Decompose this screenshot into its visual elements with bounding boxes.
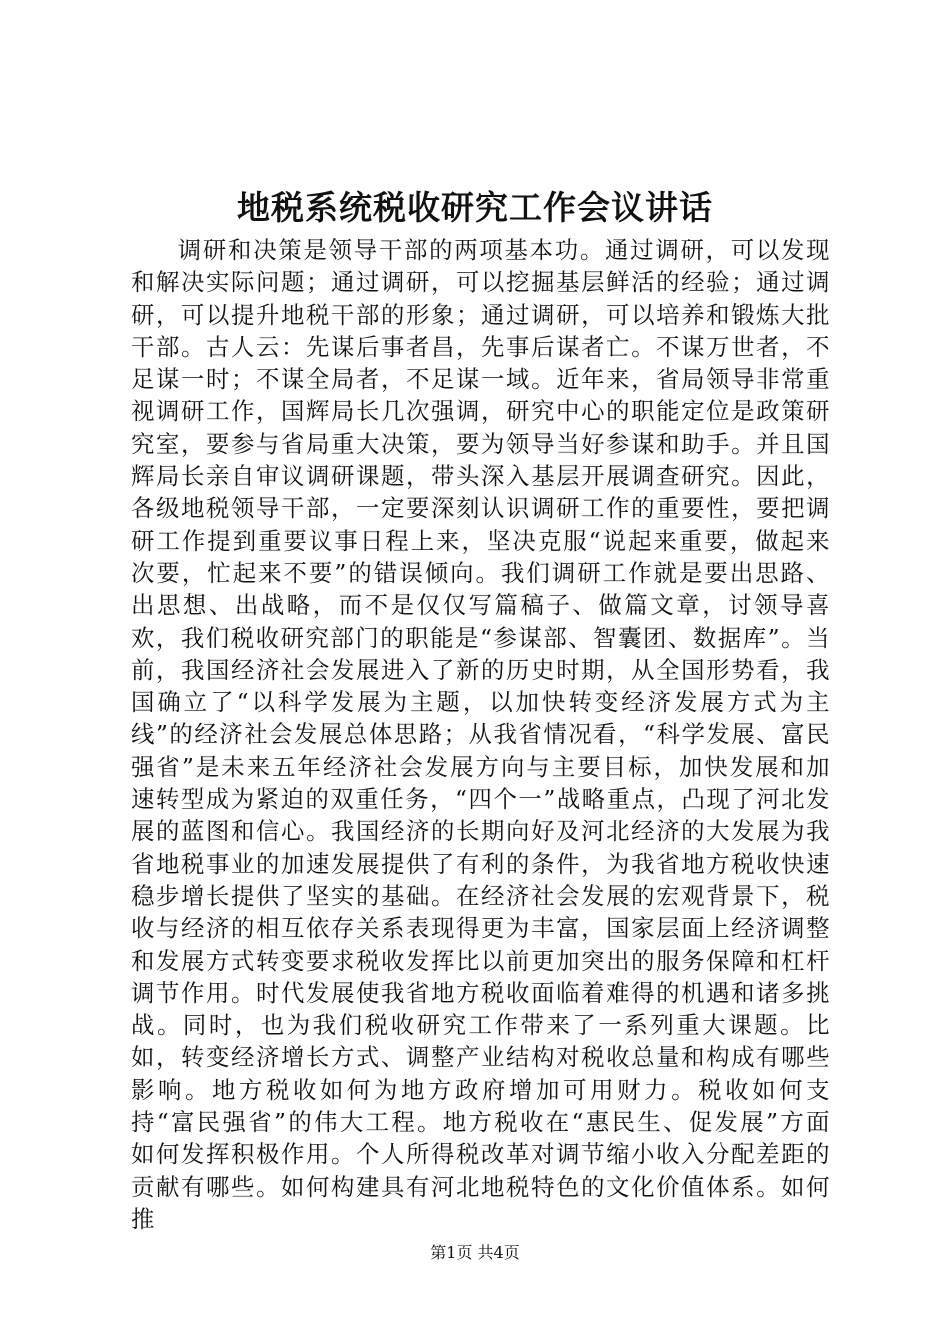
document-title: 地税系统税收研究工作会议讲话 — [237, 188, 713, 227]
document-body-paragraph: 调研和决策是领导干部的两项基本功。通过调研，可以发现和解决实际问题；通过调研，可以挖掘基层鲜活的经验；通过调研，可以提升地税干部的形象；通过调研，可以培养和锻炼大批干部。古人云：先谋后事者昌，先事后谋者亡。不谋万世者，不足谋一时；不谋全局者，不足谋一域。近年来，省局领导非常重视调研工作，国辉局长几次强调，研究中心的职能定位是政策研究室，要参与省局重大决策，要为领导当好参谋和助手。并且国辉局长亲自审议调研课题，带头深入基层开展调查研究。因此，各级地税领导干部，一定要深刻认识调研工作的重要性，要把调研工作提到重要议事日程上来，坚决克服“说起来重要，做起来次要，忙起来不要”的错误倾向。我们调研工作就是要出思路、出思想、出战略，而不是仅仅写篇稿子、做篇文章，讨领导喜欢，我们税收研究部门的职能是“参谋部、智囊团、数据库”。当前，我国经济社会发展进入了新的历史时期，从全国形势看，我国确立了“以科学发展为主题，以加快转变经济发展方式为主线”的经济社会发展总体思路；从我省情况看，“科学发展、富民强省”是未来五年经济社会发展方向与主要目标，加快发展和加速转型成为紧迫的双重任务，“四个一”战略重点，凸现了河北发展的蓝图和信心。我国经济的长期向好及河北经济的大发展为我省地税事业的加速发展提供了有利的条件，为我省地方税收快速稳步增长提供了坚实的基础。在经济社会发展的宏观背景下，税收与经济的相互依存关系表现得更为丰富，国家层面上经济调整和发展方式转变要求税收发挥比以前更加突出的服务保障和杠杆调节作用。时代发展使我省地方税收面临着难得的机遇和诸多挑战。同时，也为我们税收研究工作带来了一系列重大课题。比如，转变经济增长方式、调整产业结构对税收总量和构成有哪些影响。地方税收如何为地方政府增加可用财力。税收如何支持“富民强省”的伟大工程。地方税收在“惠民生、促发展”方面如何发挥积极作用。个人所得税改革对调节缩小收入分配差距的贡献有哪些。如何构建具有河北地税特色的文化价值体系。如何推 — [131, 236, 831, 1233]
page-footer: 第1页 共4页 — [430, 1243, 520, 1262]
